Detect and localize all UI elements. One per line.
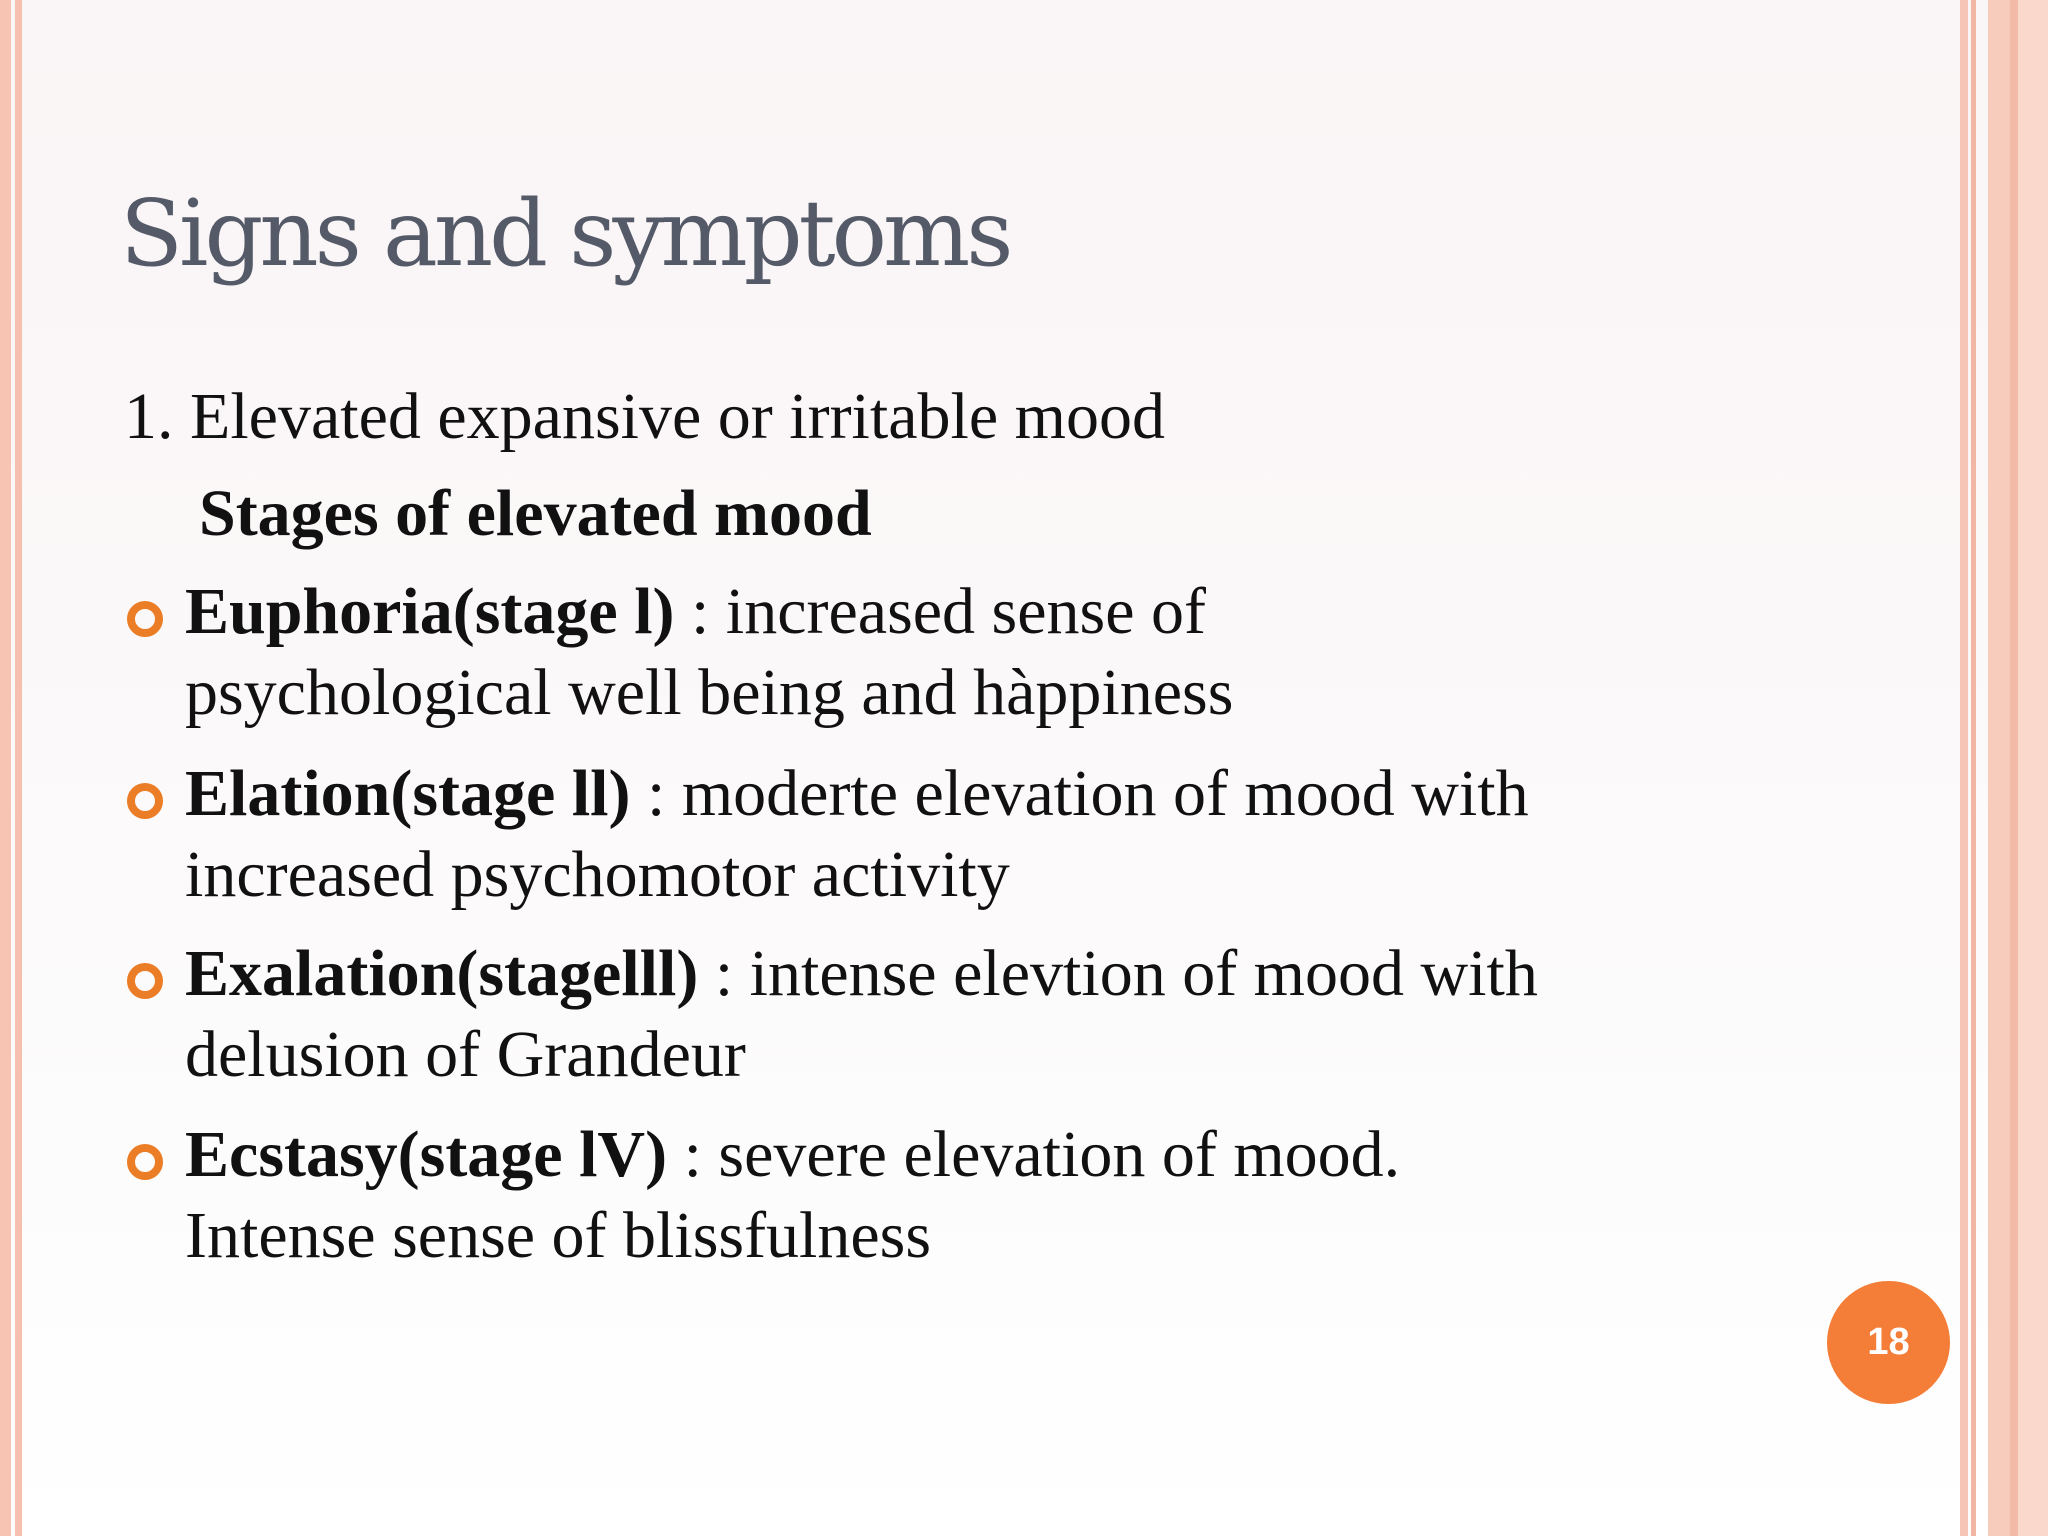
left-border-stripe <box>0 0 11 1536</box>
stage-description: increased sense of <box>725 575 1206 648</box>
left-border-stripe-inner <box>15 0 22 1536</box>
list-item-stage-3 <box>185 937 1538 1010</box>
stage-continuation: increased psychomotor activity <box>185 838 1010 911</box>
list-item-stage-2 <box>185 757 1529 830</box>
subheading: Stages of elevated mood <box>199 477 872 550</box>
bullet-icon <box>127 601 163 637</box>
stage-description: severe elevation of mood. <box>718 1118 1401 1191</box>
stage-term: Ecstasy(stage lV) <box>185 1118 668 1191</box>
stage-continuation: Intense sense of blissfulness <box>185 1199 932 1272</box>
bullet-icon <box>127 783 163 819</box>
list-item-stage-4 <box>185 1118 1401 1191</box>
stage-description: moderte elevation of mood with <box>681 757 1529 830</box>
bullet-icon <box>127 1144 163 1180</box>
stage-separator: : <box>630 757 682 830</box>
right-border-stripe <box>2010 0 2018 1536</box>
stage-term: Euphoria(stage l) <box>185 575 675 648</box>
stage-description: intense elevtion of mood with <box>749 937 1538 1010</box>
page-number-badge: 18 <box>1827 1281 1950 1404</box>
right-border-stripe <box>1971 0 1976 1536</box>
right-border-stripe <box>1988 0 2010 1536</box>
stage-separator: : <box>698 937 750 1010</box>
stage-continuation: delusion of Grandeur <box>185 1018 746 1091</box>
list-item-stage-1 <box>185 575 1206 648</box>
bullet-icon <box>127 963 163 999</box>
stage-term: Exalation(stagelll) <box>185 937 699 1010</box>
slide-title: Signs and symptoms <box>120 180 1010 287</box>
stage-separator: : <box>667 1118 719 1191</box>
stage-continuation: psychological well being and hàppiness <box>185 656 1234 729</box>
right-border-stripe <box>1960 0 1968 1536</box>
intro-line: 1. Elevated expansive or irritable mood <box>124 380 1165 453</box>
stage-term: Elation(stage ll) <box>185 757 631 830</box>
stage-separator: : <box>674 575 726 648</box>
right-border-stripe <box>2018 0 2048 1536</box>
